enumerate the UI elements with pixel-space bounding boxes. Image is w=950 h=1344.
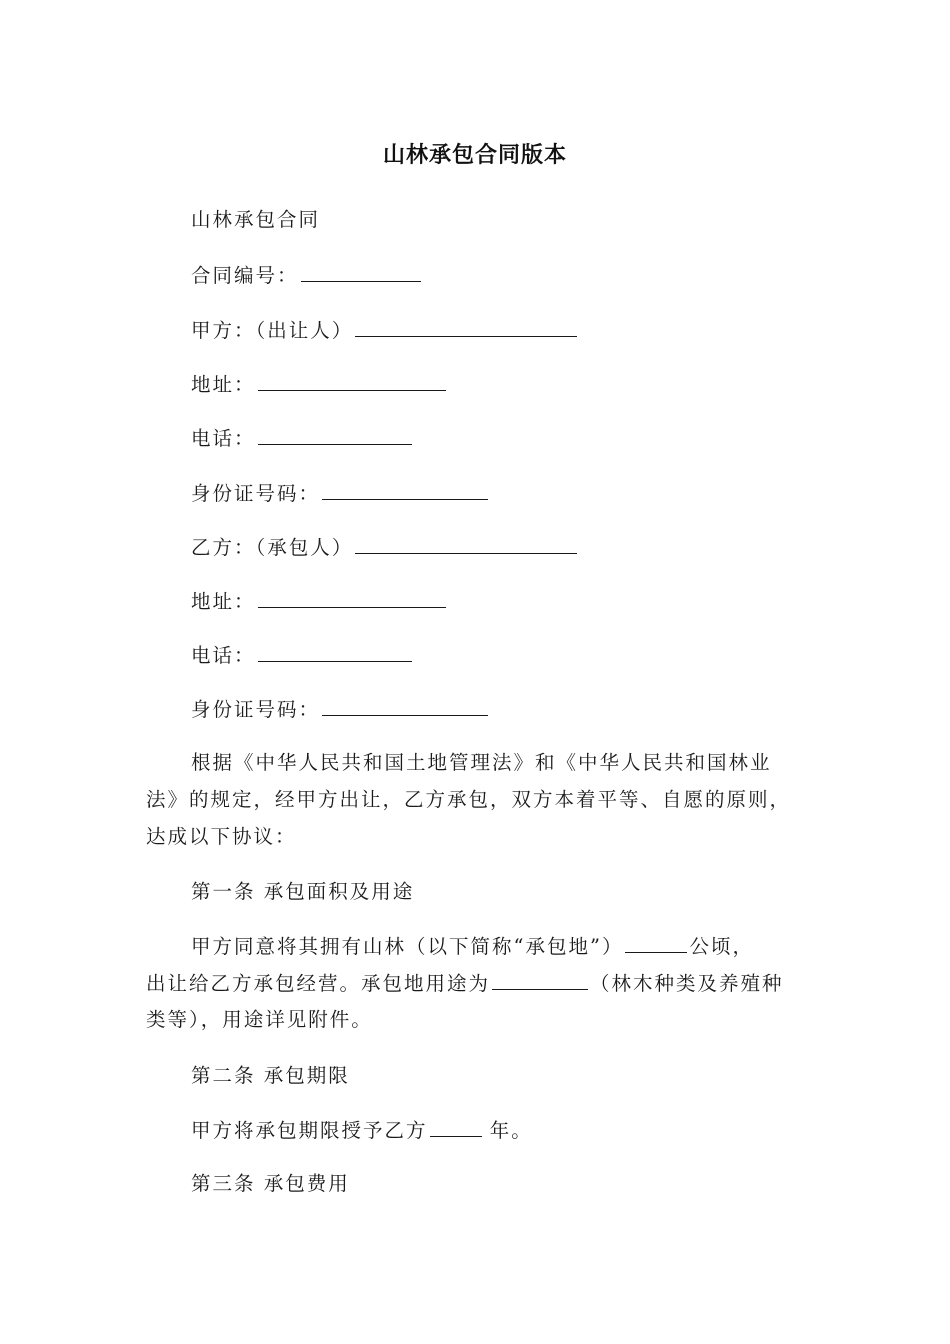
party-b-label: 乙方：（承包人）: [191, 536, 354, 559]
party-a-phone-row: [191, 424, 412, 453]
usage-blank: [492, 969, 588, 990]
article-1-text-a: 甲方同意将其拥有山林（以下简称“承包地”）: [191, 935, 624, 958]
document-title: 山林承包合同版本: [382, 143, 567, 168]
contract-subtitle: 山林承包合同: [191, 208, 321, 231]
article-3-title: 第三条 承包费用: [191, 1172, 350, 1195]
contract-number-row: [191, 261, 421, 290]
party-b-phone-blank: [258, 641, 412, 662]
party-b-id-blank: [322, 695, 488, 716]
article-2-text-b: 年。: [481, 1119, 533, 1142]
party-a-id-blank: [322, 479, 488, 500]
article-1-line-2: [146, 969, 784, 998]
party-a-row: [191, 316, 577, 345]
preamble-line-3: 达成以下协议：: [146, 825, 297, 848]
article-1-text-c: （林木种类及养殖种: [590, 972, 784, 995]
article-1-line-3: 类等），用途详见附件。: [146, 1008, 373, 1031]
party-a-blank: [355, 316, 577, 337]
article-1-title: 第一条 承包面积及用途: [191, 880, 415, 903]
party-a-address-blank: [258, 370, 446, 391]
contract-number-label: 合同编号：: [191, 264, 299, 287]
article-1-unit: 公顷，: [689, 935, 754, 958]
party-b-phone-label: 电话：: [191, 644, 256, 667]
article-1-text-b: 出让给乙方承包经营。承包地用途为: [146, 972, 491, 995]
article-1-line-1: [191, 932, 754, 961]
preamble-line-1: 根据《中华人民共和国土地管理法》和《中华人民共和国林业: [191, 751, 772, 774]
party-a-address-row: [191, 370, 446, 399]
party-b-id-label: 身份证号码：: [191, 698, 321, 721]
party-a-phone-label: 电话：: [191, 427, 256, 450]
area-blank: [625, 932, 687, 953]
party-a-label: 甲方：（出让人）: [191, 319, 354, 342]
party-a-id-label: 身份证号码：: [191, 482, 321, 505]
party-b-phone-row: [191, 641, 412, 670]
article-2-text: [191, 1116, 533, 1145]
party-b-address-label: 地址：: [191, 590, 256, 613]
party-a-phone-blank: [258, 424, 412, 445]
party-b-row: [191, 533, 577, 562]
party-b-address-row: [191, 587, 446, 616]
article-2-title: 第二条 承包期限: [191, 1064, 350, 1087]
preamble-line-2: 法》的规定，经甲方出让，乙方承包，双方本着平等、自愿的原则，: [146, 788, 792, 811]
party-b-blank: [355, 533, 577, 554]
article-2-text-a: 甲方将承包期限授予乙方: [191, 1119, 428, 1142]
party-a-id-row: [191, 479, 488, 508]
term-years-blank: [430, 1116, 482, 1137]
party-a-address-label: 地址：: [191, 373, 256, 396]
party-b-address-blank: [258, 587, 446, 608]
contract-number-blank: [301, 261, 421, 282]
party-b-id-row: [191, 695, 488, 724]
